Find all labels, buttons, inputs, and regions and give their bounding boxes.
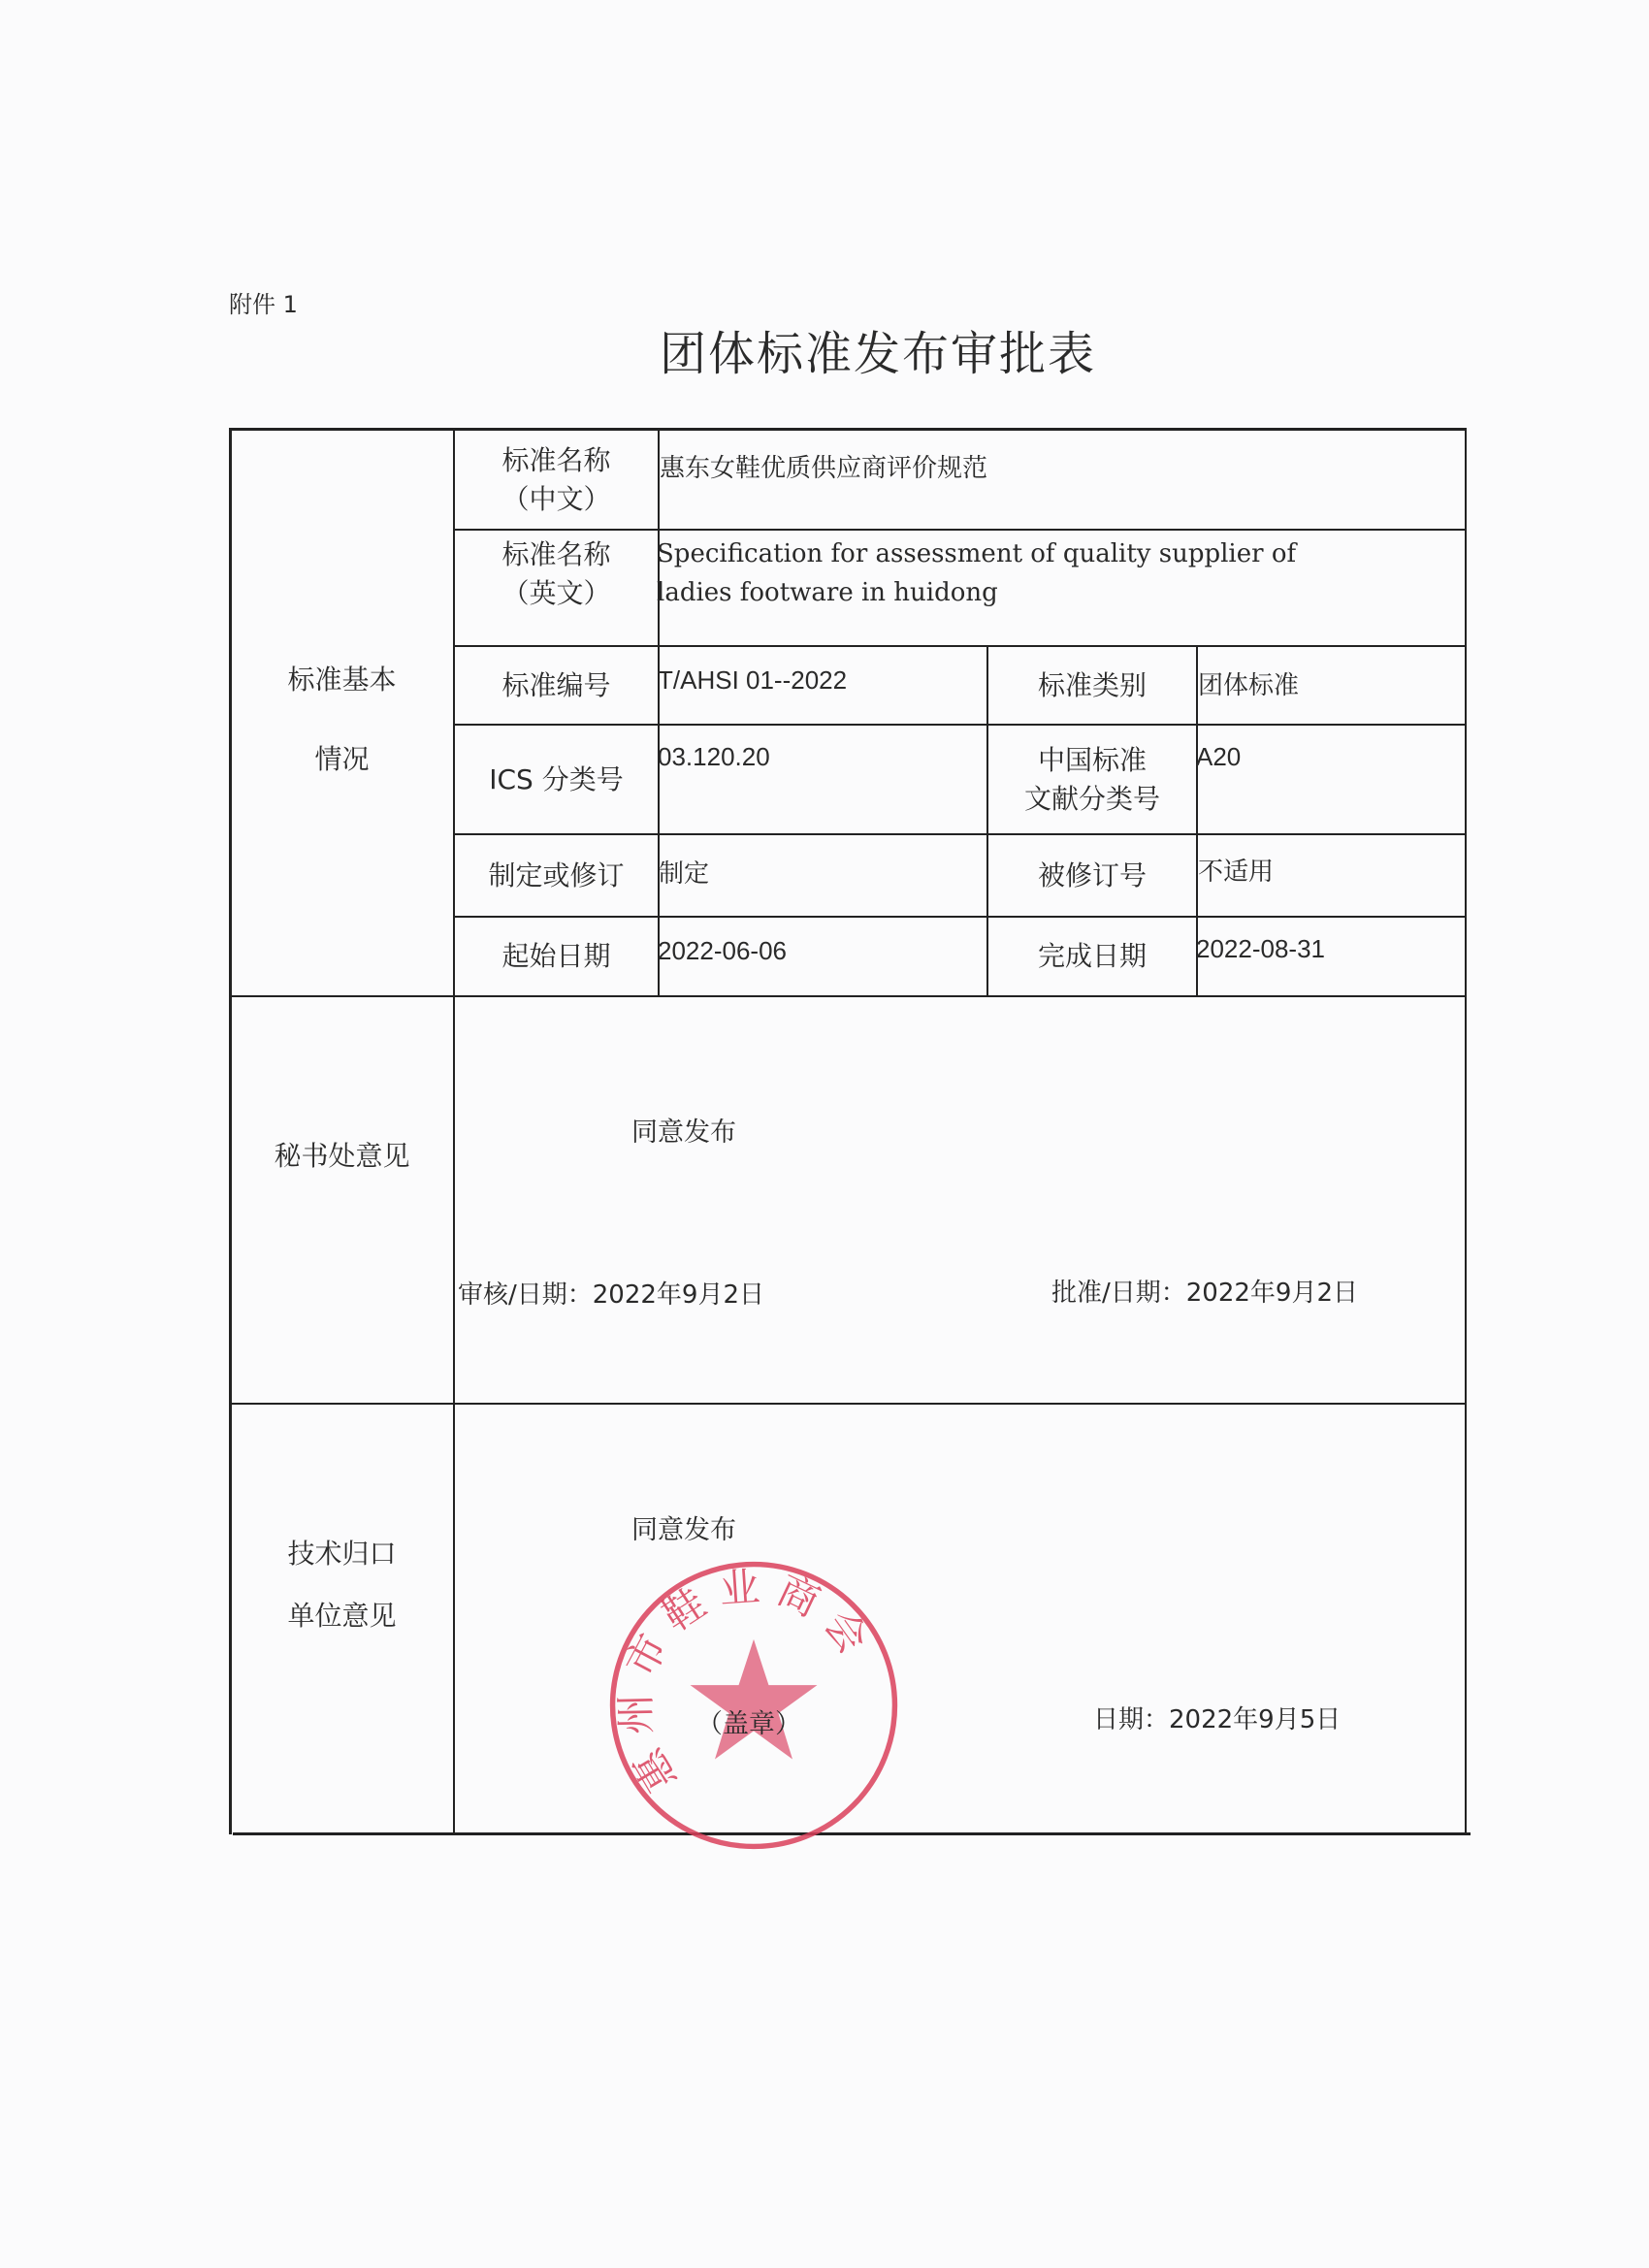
- label-text: （英文）: [501, 577, 611, 609]
- category-value: 团体标准: [1198, 671, 1300, 700]
- name-cn-value: 惠东女鞋优质供应商评价规范: [660, 454, 988, 483]
- table-border: [229, 428, 1467, 431]
- revise-value: 制定: [659, 859, 710, 889]
- revised-no-label: 被修订号: [1037, 859, 1147, 891]
- technical-date: 日期：2022年9月5日: [1093, 1705, 1342, 1734]
- ics-label: ICS 分类号: [489, 762, 624, 795]
- start-date-label: 起始日期: [501, 940, 611, 972]
- approve-date: 批准/日期：2022年9月2日: [1051, 1279, 1359, 1308]
- label-text: （中文）: [501, 483, 611, 515]
- label-text: 标准名称: [501, 538, 611, 570]
- divider: [229, 995, 1467, 997]
- attachment-label: 附件 1: [229, 291, 298, 318]
- divider: [231, 1403, 1467, 1405]
- text-line: ladies footware in huidong: [657, 578, 998, 607]
- label-text: 标准名称: [501, 444, 611, 476]
- basic-info-label: [231, 640, 453, 799]
- seal-star-icon: [691, 1639, 818, 1760]
- secretariat-opinion: 同意发布: [631, 1118, 736, 1148]
- name-en-value: [657, 535, 1296, 612]
- name-en-label: [455, 531, 658, 618]
- end-date-label: 完成日期: [1037, 940, 1147, 972]
- number-value: T/AHSI 01--2022: [658, 665, 848, 695]
- section-label: 情况: [314, 743, 370, 775]
- section-label: 标准基本: [287, 664, 397, 696]
- text-line: Specification for assessment of quality supplier of: [657, 539, 1297, 568]
- ics-value: 03.120.20: [658, 742, 770, 771]
- label-text: 文献分类号: [1023, 782, 1160, 815]
- page-title: 团体标准发布审批表: [659, 327, 1096, 381]
- revise-label: 制定或修订: [488, 859, 625, 891]
- number-label: 标准编号: [501, 668, 611, 701]
- review-date: 审核/日期：2022年9月2日: [458, 1280, 765, 1310]
- table-border: [1465, 428, 1467, 1834]
- technical-opinion: 同意发布: [631, 1515, 736, 1545]
- divider: [453, 428, 455, 1834]
- technical-label: [231, 1523, 453, 1647]
- name-cn-label: [455, 432, 658, 529]
- divider: [658, 428, 660, 996]
- end-date-value: 2022-08-31: [1196, 934, 1325, 963]
- secretariat-label: 秘书处意见: [274, 1140, 410, 1172]
- seal-lettering: 惠州市鞋业商会: [611, 1562, 885, 1800]
- revised-no-value: 不适用: [1198, 858, 1275, 887]
- category-label: 标准类别: [1037, 668, 1147, 701]
- seal-note: （盖章）: [696, 1709, 801, 1739]
- label-text: 技术归口: [287, 1538, 397, 1570]
- ccs-label: [988, 726, 1196, 833]
- ccs-value: A20: [1196, 742, 1242, 771]
- start-date-value: 2022-06-06: [658, 936, 787, 965]
- label-text: 中国标准: [1037, 743, 1147, 776]
- label-text: 单位意见: [287, 1600, 397, 1632]
